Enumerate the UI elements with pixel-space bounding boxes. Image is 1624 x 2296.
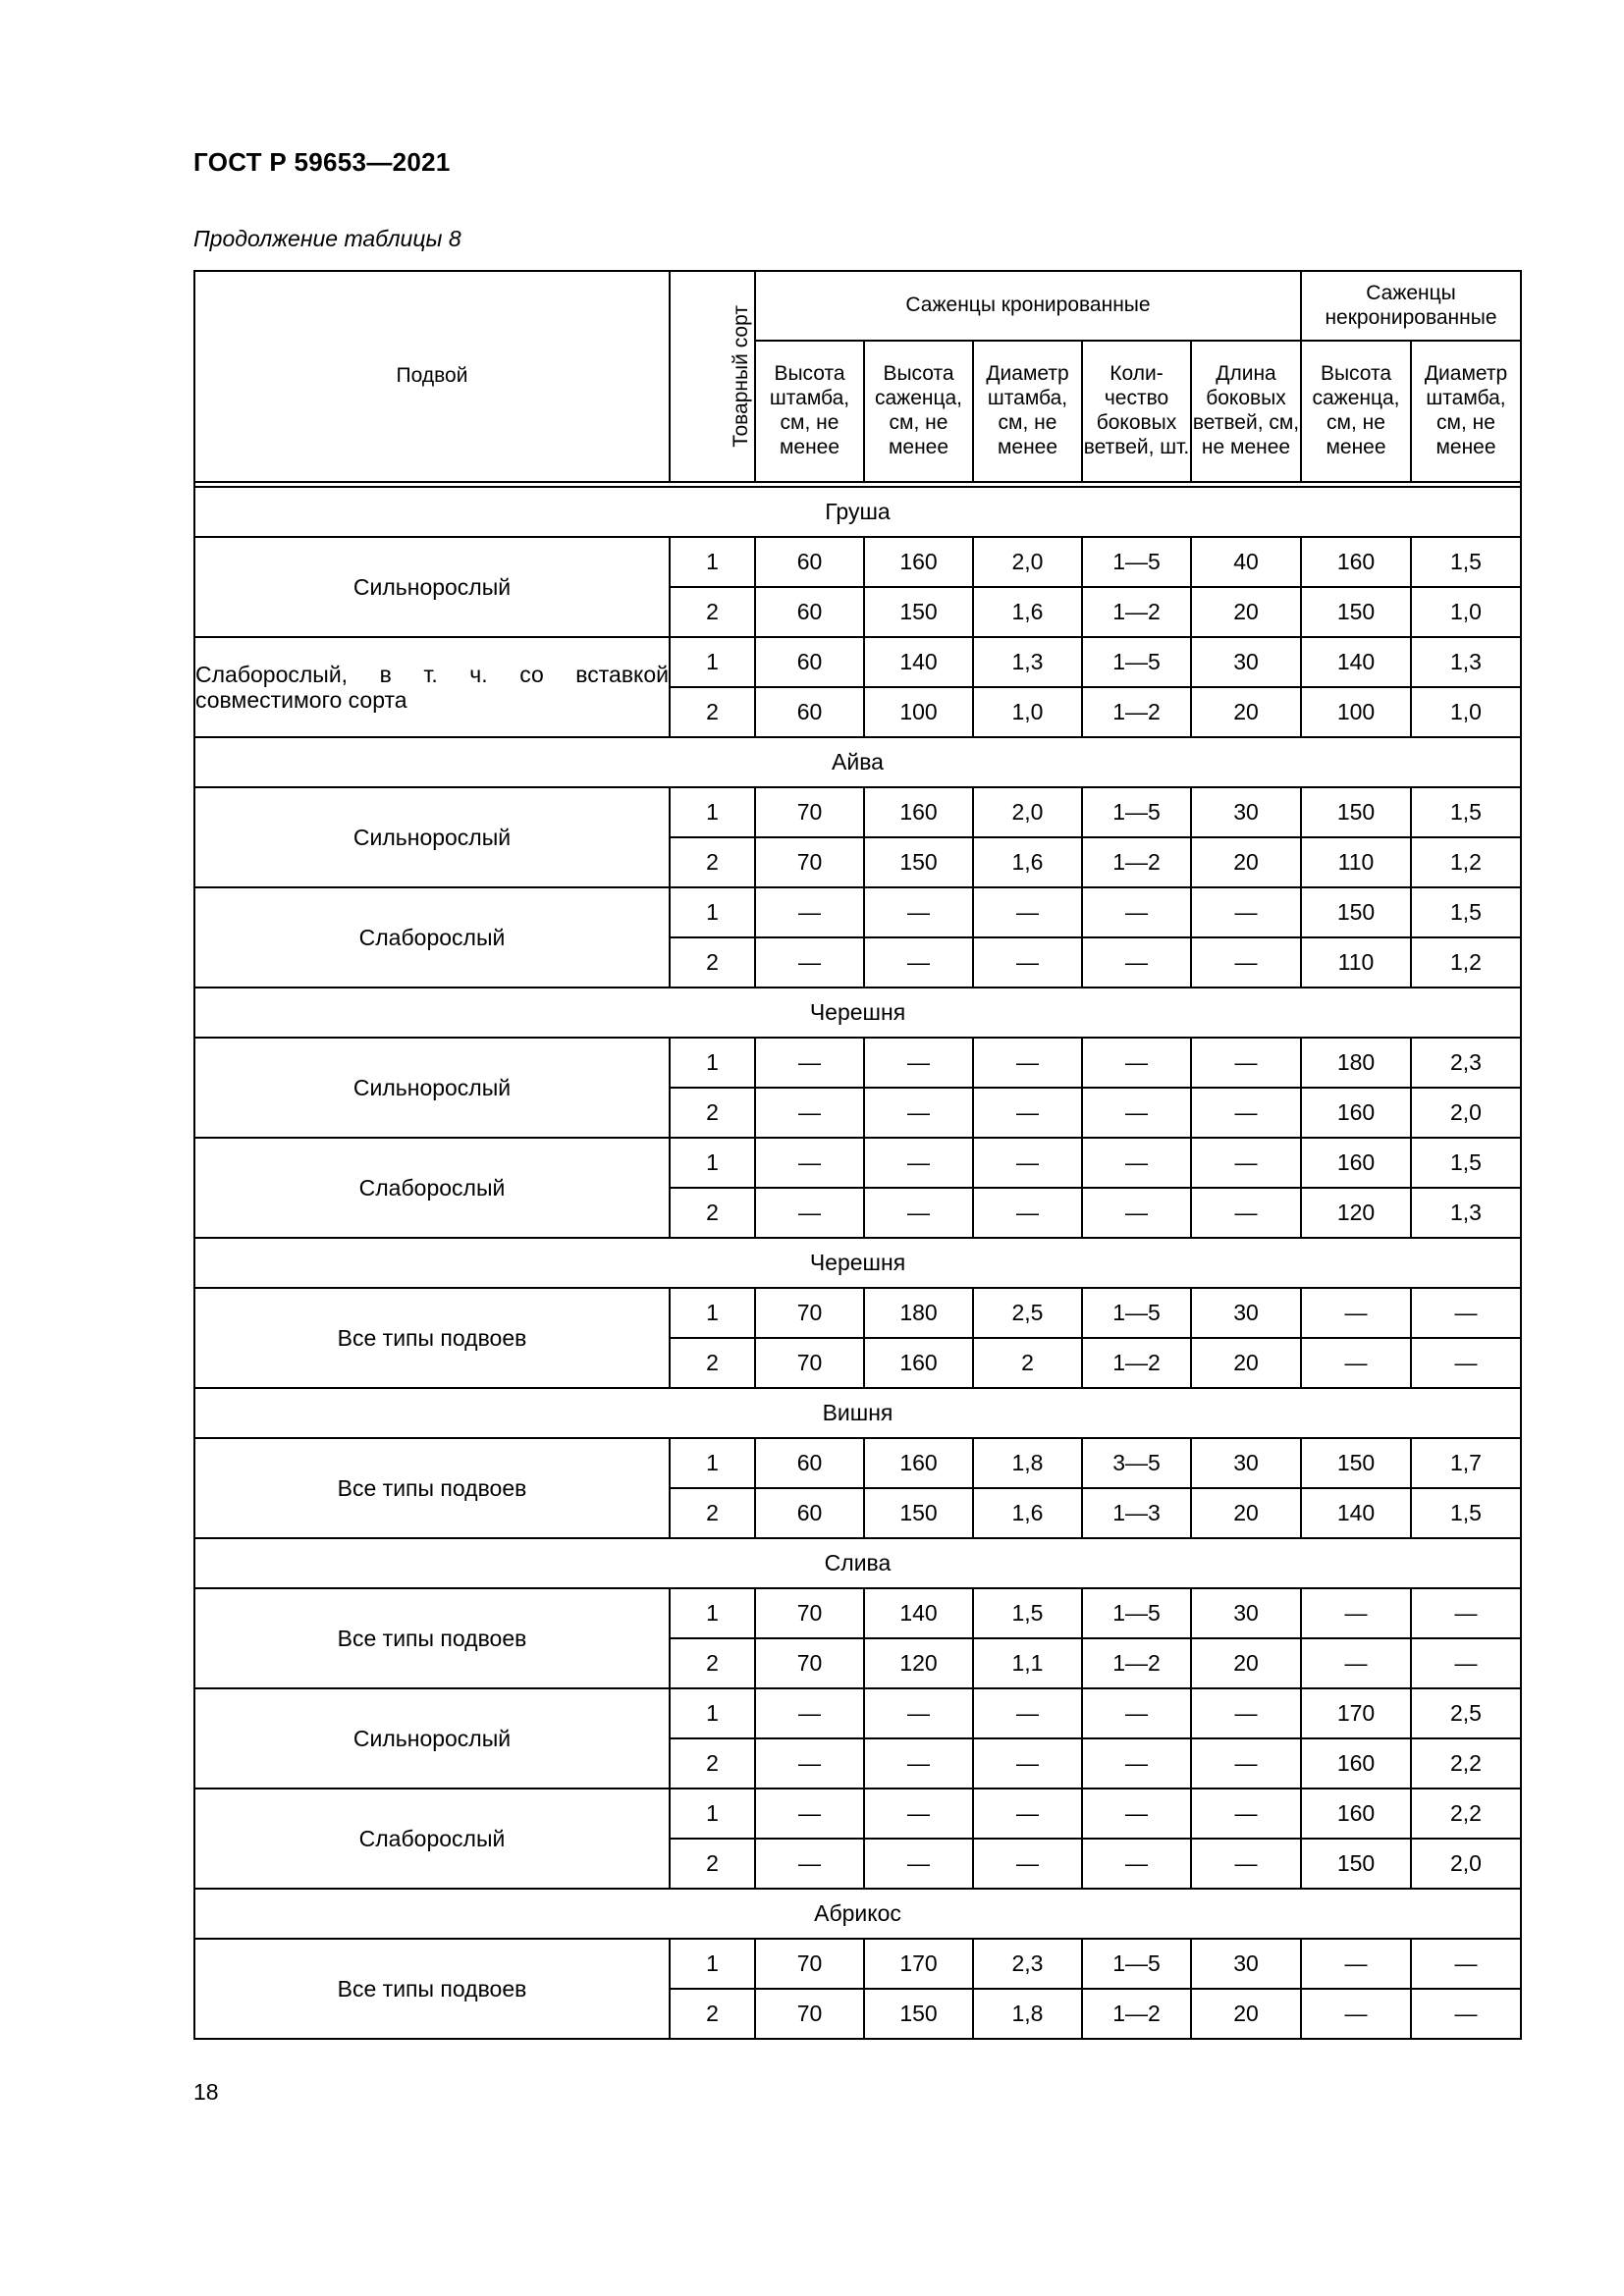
value-cell: 1—5 <box>1082 787 1191 837</box>
value-cell: — <box>1191 1088 1301 1138</box>
value-cell: — <box>1191 1839 1301 1889</box>
value-cell: 160 <box>864 537 973 587</box>
table-body <box>194 482 1521 2039</box>
value-cell: — <box>864 1789 973 1839</box>
value-cell: — <box>1082 1738 1191 1789</box>
value-cell: 30 <box>1191 787 1301 837</box>
value-cell: 1,1 <box>973 1638 1082 1688</box>
value-cell: 1,8 <box>973 1989 1082 2039</box>
value-cell: 2,3 <box>1411 1038 1521 1088</box>
value-cell: 70 <box>755 1288 864 1338</box>
value-cell: 180 <box>1301 1038 1411 1088</box>
value-cell: 2,5 <box>1411 1688 1521 1738</box>
value-cell: 1,6 <box>973 587 1082 637</box>
value-cell: — <box>1301 1338 1411 1388</box>
value-cell: — <box>1301 1989 1411 2039</box>
value-cell: — <box>1301 1939 1411 1989</box>
column-header-branch-length: Длина боковых ветвей, см, не менее <box>1191 341 1301 482</box>
value-cell: 20 <box>1191 1989 1301 2039</box>
value-cell: 140 <box>864 1588 973 1638</box>
value-cell: 40 <box>1191 537 1301 587</box>
group-heading: Абрикос <box>194 1889 1521 1939</box>
value-cell: — <box>1082 1839 1191 1889</box>
value-cell: — <box>1191 1789 1301 1839</box>
value-cell: 150 <box>864 837 973 887</box>
value-cell: 1—5 <box>1082 537 1191 587</box>
value-cell: 150 <box>1301 587 1411 637</box>
value-cell: 150 <box>864 1989 973 2039</box>
grade-cell: 1 <box>670 1038 755 1088</box>
value-cell: 1—5 <box>1082 1288 1191 1338</box>
group-heading: Вишня <box>194 1388 1521 1438</box>
value-cell: 2 <box>973 1338 1082 1388</box>
value-cell: 1,8 <box>973 1438 1082 1488</box>
table-row <box>194 787 1521 837</box>
value-cell: 70 <box>755 1939 864 1989</box>
value-cell: 20 <box>1191 837 1301 887</box>
value-cell: 30 <box>1191 1288 1301 1338</box>
value-cell: 100 <box>864 687 973 737</box>
value-cell: 1—3 <box>1082 1488 1191 1538</box>
grade-cell: 1 <box>670 1288 755 1338</box>
value-cell: — <box>973 1839 1082 1889</box>
value-cell: — <box>755 1789 864 1839</box>
value-cell: — <box>755 887 864 937</box>
value-cell: 1—2 <box>1082 687 1191 737</box>
value-cell: — <box>755 937 864 988</box>
value-cell: 160 <box>864 787 973 837</box>
value-cell: 1—2 <box>1082 1638 1191 1688</box>
value-cell: 1—2 <box>1082 587 1191 637</box>
value-cell: 20 <box>1191 1638 1301 1688</box>
value-cell: — <box>1191 1038 1301 1088</box>
table-row <box>194 537 1521 587</box>
group-heading: Черешня <box>194 1238 1521 1288</box>
value-cell: 70 <box>755 1338 864 1388</box>
grade-cell: 1 <box>670 1138 755 1188</box>
grade-cell: 2 <box>670 1839 755 1889</box>
value-cell: — <box>864 1038 973 1088</box>
page-number: 18 <box>193 2079 219 2105</box>
value-cell: 2,0 <box>1411 1088 1521 1138</box>
value-cell: — <box>973 1738 1082 1789</box>
value-cell: 160 <box>864 1438 973 1488</box>
value-cell: — <box>755 1839 864 1889</box>
value-cell: 160 <box>1301 1088 1411 1138</box>
grade-cell: 2 <box>670 937 755 988</box>
value-cell: 2,0 <box>973 537 1082 587</box>
value-cell: 160 <box>1301 1738 1411 1789</box>
grade-cell: 2 <box>670 837 755 887</box>
value-cell: 110 <box>1301 937 1411 988</box>
value-cell: — <box>973 1088 1082 1138</box>
value-cell: — <box>755 1088 864 1138</box>
value-cell: 1—5 <box>1082 1588 1191 1638</box>
value-cell: 150 <box>864 587 973 637</box>
value-cell: — <box>1411 1288 1521 1338</box>
grade-cell: 2 <box>670 587 755 637</box>
value-cell: 70 <box>755 1989 864 2039</box>
grade-cell: 1 <box>670 637 755 687</box>
rootstock-cell: Слаборослый <box>194 887 670 988</box>
value-cell: 70 <box>755 787 864 837</box>
table-row <box>194 1038 1521 1088</box>
value-cell: 140 <box>1301 637 1411 687</box>
table-row <box>194 1138 1521 1188</box>
column-header-uncrowned-trunk-diameter: Диаметр штамба, см, не менее <box>1411 341 1521 482</box>
value-cell: 60 <box>755 587 864 637</box>
rootstock-cell: Сильнорослый <box>194 1038 670 1138</box>
value-cell: 20 <box>1191 687 1301 737</box>
grade-cell: 2 <box>670 687 755 737</box>
value-cell: 1—5 <box>1082 637 1191 687</box>
grade-cell: 1 <box>670 1939 755 1989</box>
value-cell: — <box>973 1138 1082 1188</box>
value-cell: 170 <box>1301 1688 1411 1738</box>
value-cell: 60 <box>755 537 864 587</box>
value-cell: 1,0 <box>1411 587 1521 637</box>
value-cell: 1,5 <box>1411 787 1521 837</box>
rootstock-cell: Все типы подвоев <box>194 1288 670 1388</box>
grade-cell: 1 <box>670 1789 755 1839</box>
value-cell: 70 <box>755 1638 864 1688</box>
value-cell: 1,6 <box>973 837 1082 887</box>
group-heading: Слива <box>194 1538 1521 1588</box>
value-cell: 160 <box>1301 537 1411 587</box>
table-row <box>194 1588 1521 1638</box>
value-cell: — <box>864 887 973 937</box>
rootstock-cell: Слаборослый, в т. ч. со вставкой совместимого сорта <box>194 637 670 737</box>
value-cell: 1,5 <box>973 1588 1082 1638</box>
value-cell: — <box>1082 1038 1191 1088</box>
table-row <box>194 1438 1521 1488</box>
column-header-grade <box>670 271 755 482</box>
value-cell: 60 <box>755 687 864 737</box>
value-cell: — <box>864 1188 973 1238</box>
value-cell: 150 <box>864 1488 973 1538</box>
grade-cell: 2 <box>670 1188 755 1238</box>
value-cell: 160 <box>864 1338 973 1388</box>
rootstock-cell: Слаборослый <box>194 1138 670 1238</box>
value-cell: — <box>755 1038 864 1088</box>
grade-cell: 2 <box>670 1738 755 1789</box>
value-cell: — <box>1411 1939 1521 1989</box>
grade-cell: 2 <box>670 1638 755 1688</box>
value-cell: 2,0 <box>973 787 1082 837</box>
value-cell: — <box>1082 1188 1191 1238</box>
value-cell: 1—2 <box>1082 1338 1191 1388</box>
column-header-trunk-height: Высота штамба, см, не менее <box>755 341 864 482</box>
standards-table <box>193 270 1522 2040</box>
value-cell: 1,2 <box>1411 837 1521 887</box>
value-cell: 140 <box>1301 1488 1411 1538</box>
value-cell: — <box>973 887 1082 937</box>
value-cell: 1,5 <box>1411 1488 1521 1538</box>
value-cell: 30 <box>1191 1939 1301 1989</box>
value-cell: 1,5 <box>1411 887 1521 937</box>
grade-cell: 1 <box>670 787 755 837</box>
value-cell: 1,3 <box>1411 1188 1521 1238</box>
rootstock-cell: Все типы подвоев <box>194 1438 670 1538</box>
value-cell: — <box>1082 1789 1191 1839</box>
value-cell: 30 <box>1191 1438 1301 1488</box>
grade-cell: 2 <box>670 1338 755 1388</box>
grade-cell: 1 <box>670 887 755 937</box>
rootstock-cell: Все типы подвоев <box>194 1588 670 1688</box>
value-cell: 20 <box>1191 587 1301 637</box>
value-cell: 150 <box>1301 1438 1411 1488</box>
value-cell: 150 <box>1301 1839 1411 1889</box>
value-cell: — <box>1301 1588 1411 1638</box>
rootstock-cell: Сильнорослый <box>194 787 670 887</box>
table-row <box>194 637 1521 687</box>
grade-cell: 1 <box>670 537 755 587</box>
value-cell: 20 <box>1191 1488 1301 1538</box>
value-cell: 100 <box>1301 687 1411 737</box>
value-cell: — <box>1082 1138 1191 1188</box>
table-row <box>194 1939 1521 1989</box>
value-cell: 1,0 <box>973 687 1082 737</box>
group-heading: Айва <box>194 737 1521 787</box>
column-header-seedling-height: Высота саженца, см, не менее <box>864 341 973 482</box>
value-cell: — <box>1191 937 1301 988</box>
value-cell: 20 <box>1191 1338 1301 1388</box>
value-cell: — <box>1411 1989 1521 2039</box>
value-cell: — <box>864 937 973 988</box>
table-row <box>194 1688 1521 1738</box>
group-heading: Груша <box>194 487 1521 537</box>
value-cell: — <box>1191 1138 1301 1188</box>
table-row <box>194 1288 1521 1338</box>
value-cell: 1,0 <box>1411 687 1521 737</box>
column-header-grade-label: Товарный сорт <box>729 305 752 448</box>
value-cell: — <box>1411 1638 1521 1688</box>
value-cell: — <box>973 1789 1082 1839</box>
value-cell: 1—2 <box>1082 1989 1191 2039</box>
value-cell: — <box>973 937 1082 988</box>
value-cell: — <box>864 1738 973 1789</box>
table-row <box>194 1789 1521 1839</box>
value-cell: — <box>1411 1588 1521 1638</box>
value-cell: — <box>1082 937 1191 988</box>
value-cell: 1,6 <box>973 1488 1082 1538</box>
value-cell: 2,3 <box>973 1939 1082 1989</box>
grade-cell: 1 <box>670 1588 755 1638</box>
grade-cell: 1 <box>670 1438 755 1488</box>
value-cell: 1,3 <box>973 637 1082 687</box>
value-cell: — <box>755 1688 864 1738</box>
value-cell: 170 <box>864 1939 973 1989</box>
column-header-uncrowned: Саженцы некронированные <box>1301 271 1521 341</box>
column-header-branch-count: Коли-чество боковых ветвей, шт. <box>1082 341 1191 482</box>
column-header-uncrowned-seedling-height: Высота саженца, см, не менее <box>1301 341 1411 482</box>
value-cell: — <box>755 1738 864 1789</box>
value-cell: 3—5 <box>1082 1438 1191 1488</box>
value-cell: 150 <box>1301 787 1411 837</box>
document-code: ГОСТ Р 59653—2021 <box>193 147 451 177</box>
value-cell: 180 <box>864 1288 973 1338</box>
value-cell: 160 <box>1301 1138 1411 1188</box>
column-header-crowned: Саженцы кронированные <box>755 271 1301 341</box>
value-cell: 160 <box>1301 1789 1411 1839</box>
value-cell: — <box>864 1088 973 1138</box>
grade-cell: 2 <box>670 1088 755 1138</box>
value-cell: 30 <box>1191 1588 1301 1638</box>
column-header-trunk-diameter: Диаметр штамба, см, не менее <box>973 341 1082 482</box>
value-cell: 120 <box>864 1638 973 1688</box>
column-header-stock: Подвой <box>194 271 670 482</box>
value-cell: 2,0 <box>1411 1839 1521 1889</box>
value-cell: 30 <box>1191 637 1301 687</box>
rootstock-cell: Слаборослый <box>194 1789 670 1889</box>
value-cell: — <box>1082 1688 1191 1738</box>
value-cell: — <box>1301 1288 1411 1338</box>
value-cell: — <box>1082 1088 1191 1138</box>
value-cell: 1—5 <box>1082 1939 1191 1989</box>
value-cell: 110 <box>1301 837 1411 887</box>
value-cell: — <box>755 1138 864 1188</box>
value-cell: — <box>1191 1688 1301 1738</box>
value-cell: — <box>973 1188 1082 1238</box>
value-cell: 70 <box>755 837 864 887</box>
value-cell: — <box>973 1038 1082 1088</box>
value-cell: — <box>1191 1188 1301 1238</box>
value-cell: 2,5 <box>973 1288 1082 1338</box>
value-cell: 1,2 <box>1411 937 1521 988</box>
value-cell: — <box>864 1839 973 1889</box>
value-cell: — <box>973 1688 1082 1738</box>
value-cell: 1,3 <box>1411 637 1521 687</box>
value-cell: 60 <box>755 637 864 687</box>
value-cell: — <box>864 1688 973 1738</box>
grade-cell: 1 <box>670 1688 755 1738</box>
value-cell: — <box>1082 887 1191 937</box>
value-cell: — <box>1191 1738 1301 1789</box>
grade-cell: 2 <box>670 1989 755 2039</box>
value-cell: 2,2 <box>1411 1789 1521 1839</box>
value-cell: — <box>864 1138 973 1188</box>
grade-cell: 2 <box>670 1488 755 1538</box>
rootstock-cell: Сильнорослый <box>194 537 670 637</box>
value-cell: 60 <box>755 1438 864 1488</box>
value-cell: 1—2 <box>1082 837 1191 887</box>
value-cell: 120 <box>1301 1188 1411 1238</box>
value-cell: 70 <box>755 1588 864 1638</box>
rootstock-cell: Все типы подвоев <box>194 1939 670 2039</box>
value-cell: 1,5 <box>1411 1138 1521 1188</box>
value-cell: — <box>755 1188 864 1238</box>
value-cell: 140 <box>864 637 973 687</box>
value-cell: 150 <box>1301 887 1411 937</box>
value-cell: 1,7 <box>1411 1438 1521 1488</box>
value-cell: 60 <box>755 1488 864 1538</box>
value-cell: 2,2 <box>1411 1738 1521 1789</box>
value-cell: — <box>1301 1638 1411 1688</box>
table-continuation-caption: Продолжение таблицы 8 <box>193 226 461 251</box>
table-row <box>194 887 1521 937</box>
value-cell: — <box>1411 1338 1521 1388</box>
group-heading: Черешня <box>194 988 1521 1038</box>
value-cell: — <box>1191 887 1301 937</box>
rootstock-cell: Сильнорослый <box>194 1688 670 1789</box>
value-cell: 1,5 <box>1411 537 1521 587</box>
